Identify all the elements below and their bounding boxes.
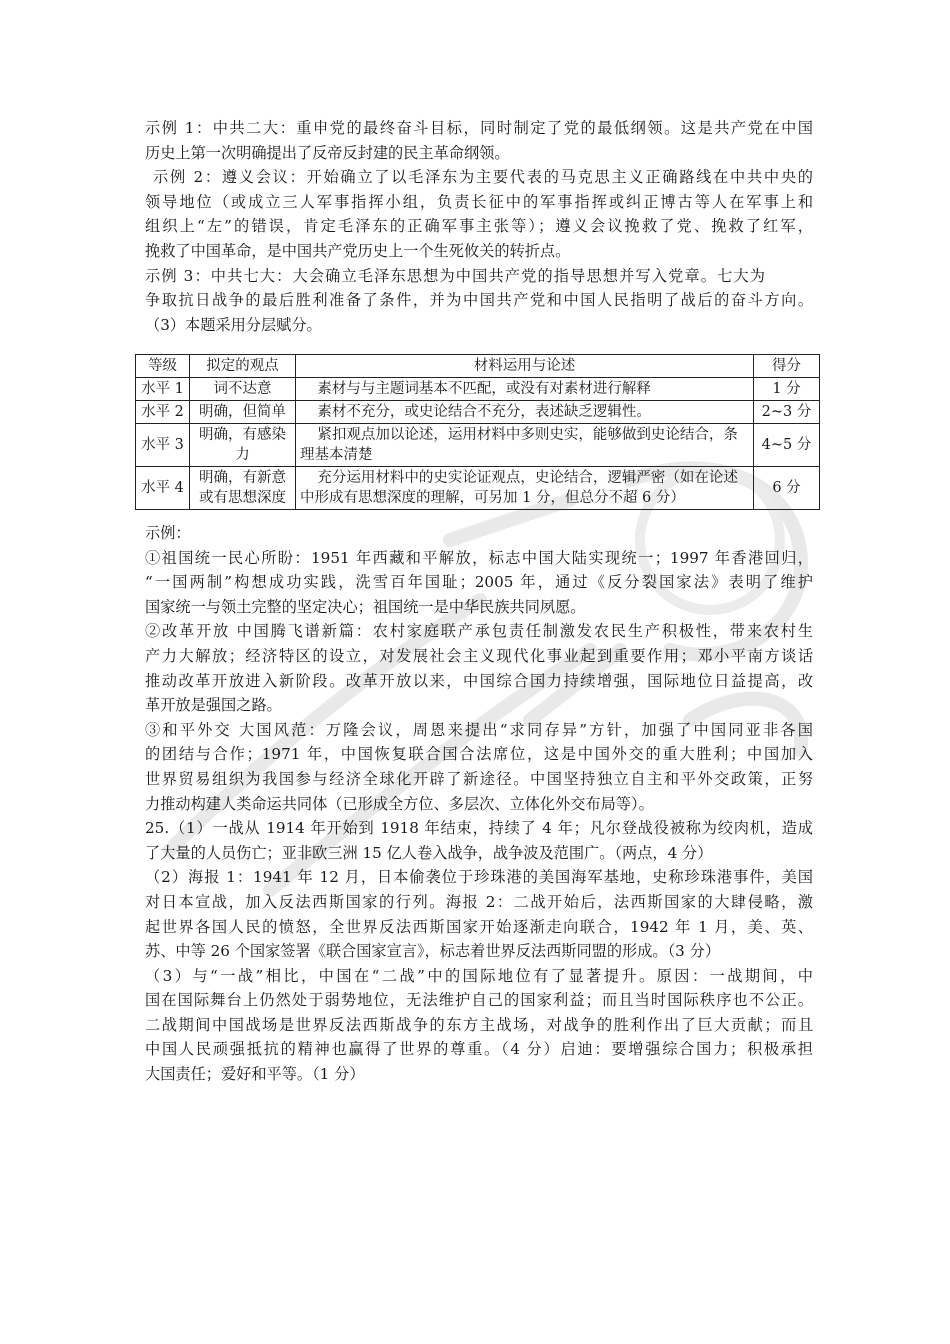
paragraph-line: 二战期间中国战场是世界反法西斯战争的东方主战场，对战争的胜利作出了巨大贡献；而且 (145, 1015, 813, 1034)
paragraph-line: 组织上“左”的错误，肯定毛泽东的正确军事主张等）；遵义会议挽救了党、挽救了红军， (145, 217, 813, 236)
header-level: 等级 (136, 355, 190, 378)
cell-score: 6 分 (754, 467, 820, 510)
paragraph-line: 对日本宣战，加入反法西斯国家的行列。海报 2：二战开始后，法西斯国家的大肆侵略，激 (145, 892, 813, 911)
paragraph-line: 中国人民顽强抵抗的精神也赢得了世界的尊重。（4 分）启迪：要增强综合国力；积极承担 (145, 1040, 813, 1059)
paragraph-line: 示例 1：中共二大：重申党的最终奋斗目标，同时制定了党的最低纲领。这是共产党在中国 (145, 119, 813, 137)
table-row (136, 424, 820, 467)
paragraph-line: 了大量的人员伤亡；亚非欧三洲 15 亿人卷入战争，战争波及范围广。（两点，4 分） (145, 843, 713, 862)
paragraph-line: 力推动构建人类命运共同体（已形成全方位、多层次、立体化外交布局等）。 (145, 794, 654, 813)
header-argument: 材料运用与论述 (296, 355, 754, 378)
scoring-rubric-table (135, 354, 820, 510)
cell-level: 水平 1 (136, 378, 190, 401)
paragraph-line: 争取抗日战争的最后胜利准备了条件，并为中国共产党和中国人民指明了战后的奋斗方向。 (145, 291, 813, 310)
cell-level: 水平 3 (136, 424, 190, 467)
paragraph-line: 革开放是强国之路。 (145, 696, 282, 715)
paragraph-line: 产力大解放；经济特区的设立，对发展社会主义现代化事业起到重要作用；邓小平南方谈话 (145, 646, 813, 665)
paragraph-line: （3）本题采用分层赋分。 (145, 315, 322, 334)
cell-view: 明确，有感染力 (190, 424, 296, 467)
paragraph-line: 领导地位（或成立三人军事指挥小组，负责长征中的军事指挥或纠正博古等人在军事上和 (145, 192, 813, 211)
cell-desc: 充分运用材料中的史实论证观点，史论结合，逻辑严密（如在论述中形成有思想深度的理解，可另加 1 分，但总分不超 6 分） (296, 467, 754, 510)
cell-desc: 紧扣观点加以论述，运用材料中多则史实，能够做到史论结合，条理基本清楚 (296, 424, 754, 467)
cell-desc: 素材不充分，或史论结合不充分，表述缺乏逻辑性。 (296, 401, 754, 424)
paragraph-line: ①祖国统一民心所盼：1951 年西藏和平解放，标志中国大陆实现统一；1997 年香港回归， (145, 548, 813, 567)
paragraph-line: （2）海报 1：1941 年 12 月，日本偷袭位于珍珠港的美国海军基地，史称珍珠港事件，美国 (145, 868, 813, 887)
table-row (136, 467, 820, 510)
cell-score: 1 分 (754, 378, 820, 401)
table-row (136, 401, 820, 424)
cell-score: 4~5 分 (754, 424, 820, 467)
paragraph-line: 示例 3：中共七大：大会确立毛泽东思想为中国共产党的指导思想并写入党章。七大为 (145, 266, 765, 285)
cell-view: 词不达意 (190, 378, 296, 401)
paragraph-line: “一国两制”构想成功实践，洗雪百年国耻；2005 年，通过《反分裂国家法》表明了维护 (145, 573, 813, 592)
paragraph-line: （3）与“一战”相比，中国在“二战”中的国际地位有了显著提升。原因：一战期间，中 (145, 966, 813, 985)
paragraph-line: ③和平外交 大国风范：万隆会议，周恩来提出“求同存异”方针，加强了中国同亚非各国 (145, 720, 813, 739)
paragraph-line: ②改革开放 中国腾飞谱新篇：农村家庭联产承包责任制激发农民生产积极性，带来农村生 (145, 622, 813, 641)
cell-view: 明确，但简单 (190, 401, 296, 424)
section-examples (145, 116, 813, 337)
header-score: 得分 (754, 355, 820, 378)
paragraph-line: 起世界各国人民的愤怒，全世界反法西斯国家开始逐渐走向联合，1942 年 1 月，美、英、 (145, 917, 813, 936)
paragraph-line: 挽救了中国革命，是中国共产党历史上一个生死攸关的转折点。 (145, 241, 571, 260)
paragraph-line: 推动改革开放进入新阶段。改革开放以来，中国综合国力持续增强，国际地位日益提高，改 (145, 671, 813, 690)
paragraph-line: 的团结与合作；1971 年，中国恢复联合国合法席位，这是中国外交的重大胜利；中国加入 (145, 745, 813, 764)
paragraph-line: 苏、中等 26 个国家签署《联合国家宣言》，标志着世界反法西斯同盟的形成。（3 分） (145, 942, 721, 961)
cell-view: 明确，有新意或有思想深度 (190, 467, 296, 510)
header-view: 拟定的观点 (190, 355, 296, 378)
paragraph-line: 示例 2：遵义会议：开始确立了以毛泽东为主要代表的马克思主义正确路线在中共中央的 (153, 168, 813, 187)
paragraph-line: 示例： (145, 524, 191, 542)
paragraph-line: 25.（1）一战从 1914 年开始到 1918 年结束，持续了 4 年；凡尔登战役被称为绞肉机，造成 (145, 819, 813, 838)
cell-level: 水平 2 (136, 401, 190, 424)
cell-level: 水平 4 (136, 467, 190, 510)
section-answers (145, 521, 813, 1087)
table-header-row (136, 355, 820, 378)
paragraph-line: 世界贸易组织为我国参与经济全球化开辟了新途径。中国坚持独立自主和平外交政策，正努 (145, 769, 813, 788)
paragraph-line: 国在国际舞台上仍然处于弱势地位，无法维护自己的国家利益；而且当时国际秩序也不公正。 (145, 991, 813, 1010)
table-row (136, 378, 820, 401)
cell-score: 2~3 分 (754, 401, 820, 424)
paragraph-line: 国家统一与领土完整的坚定决心；祖国统一是中华民族共同夙愿。 (145, 597, 586, 616)
cell-desc: 素材与与主题词基本不匹配，或没有对素材进行解释 (296, 378, 754, 401)
paragraph-line: 大国责任；爱好和平等。（1 分） (145, 1065, 365, 1084)
paragraph-line: 历史上第一次明确提出了反帝反封建的民主革命纲领。 (145, 143, 510, 162)
